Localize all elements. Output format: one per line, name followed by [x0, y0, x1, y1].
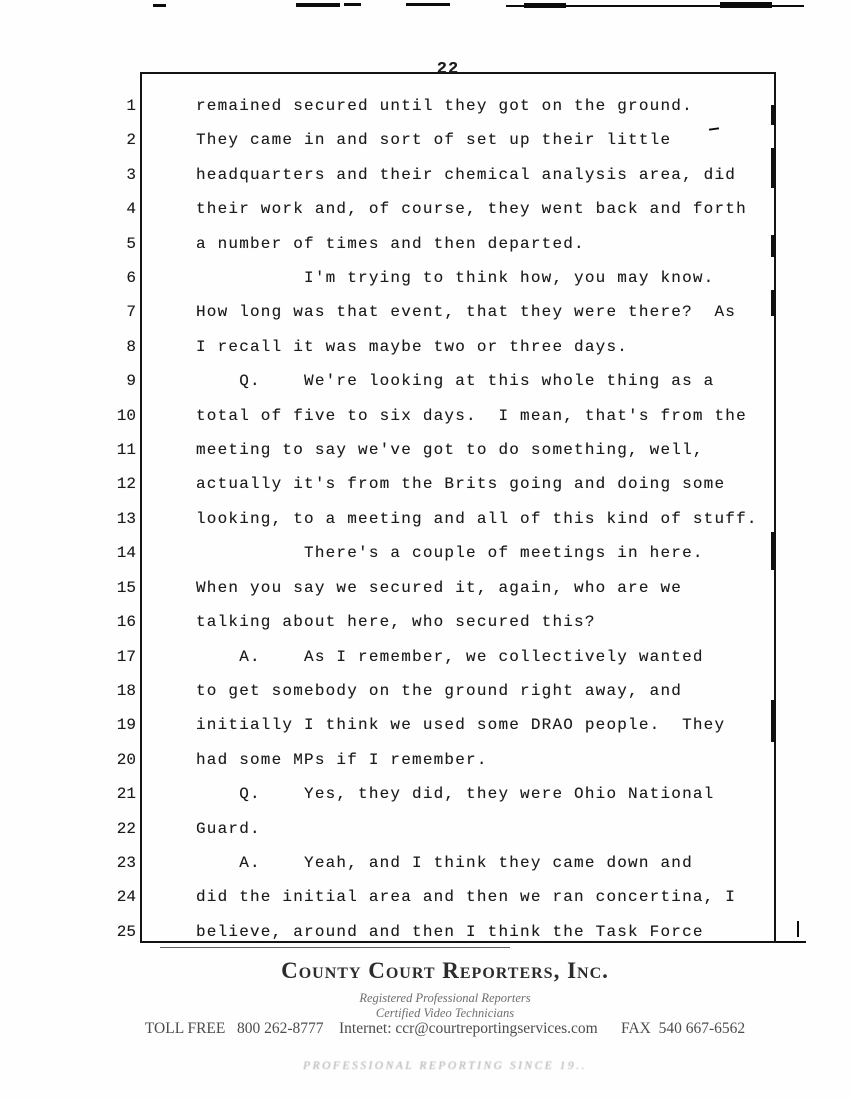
- footer-watermark: PROFESSIONAL REPORTING SINCE 19..: [303, 1060, 587, 1072]
- line-number: 13: [116, 509, 136, 528]
- line-number: 5: [126, 234, 136, 253]
- line-text: How long was that event, that they were there? As: [196, 303, 737, 322]
- line-number: 20: [116, 750, 136, 769]
- transcript-line: [0, 166, 850, 200]
- transcript-line: [0, 751, 850, 785]
- line-text: talking about here, who secured this?: [196, 613, 596, 632]
- line-number: 17: [116, 647, 136, 666]
- line-text: meeting to say we've got to do something, well,: [196, 441, 704, 460]
- transcript-line: [0, 131, 850, 165]
- transcript-line: [0, 269, 850, 303]
- transcript-line: [0, 200, 850, 234]
- line-text: believe, around and then I think the Task Force: [196, 922, 704, 941]
- transcript-line: [0, 441, 850, 475]
- transcript-line: [0, 682, 850, 716]
- line-text: looking, to a meeting and all of this kind of stuff.: [196, 509, 758, 528]
- transcript-line: [0, 923, 850, 957]
- line-number: 12: [116, 475, 136, 494]
- transcript-line: [0, 510, 850, 544]
- transcript-line: [0, 613, 850, 647]
- page-number: 22: [436, 60, 460, 79]
- line-text: Q. We're looking at this whole thing as a: [196, 372, 715, 391]
- line-text: Guard.: [196, 819, 261, 838]
- line-text: a number of times and then departed.: [196, 234, 585, 253]
- line-text: actually it's from the Brits going and doing some: [196, 475, 726, 494]
- transcript-line: [0, 888, 850, 922]
- line-text: headquarters and their chemical analysis area, did: [196, 165, 737, 184]
- line-number: 14: [116, 544, 136, 563]
- transcript-lines: [0, 97, 850, 957]
- line-number: 9: [126, 372, 136, 391]
- line-text: I'm trying to think how, you may know.: [196, 269, 715, 288]
- line-text: to get somebody on the ground right away, and: [196, 681, 683, 700]
- transcript-line: [0, 235, 850, 269]
- transcript-line: [0, 854, 850, 888]
- scan-artifact: [406, 3, 450, 6]
- line-text: There's a couple of meetings in here.: [196, 544, 704, 563]
- company-tagline-2: Certified Video Technicians: [375, 1006, 515, 1020]
- transcript-line: [0, 820, 850, 854]
- line-text: remained secured until they got on the ground.: [196, 97, 693, 115]
- line-number: 7: [126, 303, 136, 322]
- line-number: 21: [116, 785, 136, 804]
- line-number: 4: [126, 200, 136, 219]
- transcript-line: [0, 716, 850, 750]
- line-text: A. Yeah, and I think they came down and: [196, 853, 693, 872]
- line-text: had some MPs if I remember.: [196, 750, 488, 769]
- line-text: A. As I remember, we collectively wanted: [196, 647, 704, 666]
- line-number: 22: [116, 819, 136, 838]
- transcript-line: [0, 648, 850, 682]
- line-number: 8: [126, 337, 136, 356]
- line-number: 3: [126, 165, 136, 184]
- line-text: their work and, of course, they went back and forth: [196, 200, 747, 219]
- scan-artifact: [296, 3, 340, 7]
- line-text: When you say we secured it, again, who are we: [196, 578, 683, 597]
- contact-info-line: TOLL FREE 800 262-8777 Internet: ccr@courtreportingservices.com FAX 540 667-6562: [144, 1020, 746, 1037]
- transcript-line: [0, 579, 850, 613]
- line-number: 23: [116, 853, 136, 872]
- line-text: did the initial area and then we ran concertina, I: [196, 888, 737, 907]
- line-number: 19: [116, 716, 136, 735]
- line-text: I recall it was maybe two or three days.: [196, 337, 629, 356]
- line-number: 24: [116, 888, 136, 907]
- line-number: 25: [116, 922, 136, 941]
- scan-artifact: [720, 2, 772, 8]
- line-number: 16: [116, 613, 136, 632]
- line-text: They came in and sort of set up their little: [196, 131, 672, 150]
- transcript-line: [0, 785, 850, 819]
- scan-artifact: [153, 4, 166, 7]
- line-number: 6: [126, 269, 136, 288]
- scan-artifact: [344, 3, 361, 6]
- line-number: 18: [116, 681, 136, 700]
- line-number: 10: [116, 406, 136, 425]
- transcript-line: [0, 475, 850, 509]
- transcript-line: [0, 303, 850, 337]
- line-number: 15: [116, 578, 136, 597]
- line-number: 11: [116, 441, 136, 460]
- line-text: total of five to six days. I mean, that's from the: [196, 406, 747, 425]
- transcript-line: [0, 372, 850, 406]
- transcript-line: [0, 97, 850, 131]
- line-text: initially I think we used some DRAO people. They: [196, 716, 726, 735]
- transcript-line: [0, 407, 850, 441]
- line-number: 2: [126, 131, 136, 150]
- line-text: Q. Yes, they did, they were Ohio National: [196, 785, 715, 804]
- transcript-line: [0, 338, 850, 372]
- company-name: County Court Reporters, Inc.: [281, 958, 609, 983]
- transcript-line: [0, 544, 850, 578]
- scan-artifact: [524, 3, 566, 8]
- line-number: 1: [126, 97, 136, 115]
- company-tagline-1: Registered Professional Reporters: [359, 991, 531, 1005]
